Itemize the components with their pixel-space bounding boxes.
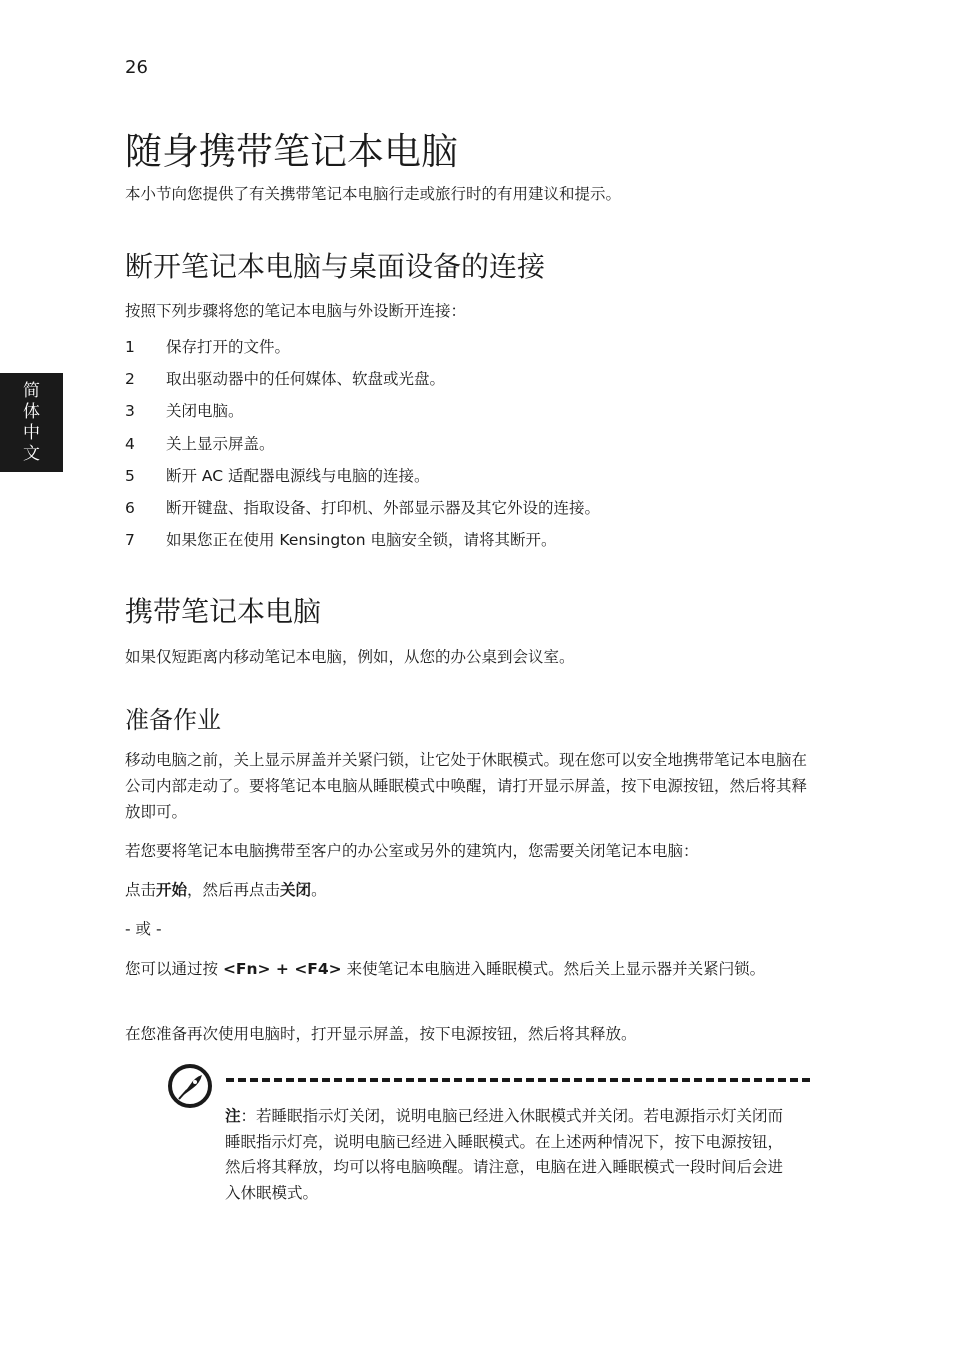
text-run: 您可以通过按 (125, 960, 223, 978)
note-divider (226, 1078, 810, 1082)
language-tab (0, 373, 63, 472)
language-tab-char: 中 (23, 422, 40, 443)
step-text: 断开键盘、指取设备、打印机、外部显示器及其它外设的连接。 (166, 498, 601, 517)
prepare-paragraph-1: 移动电脑之前，关上显示屏盖并关紧闩锁，让它处于休眠模式。现在您可以安全地携带笔记本电脑在公司内部走动了。要将笔记本电脑从睡眠模式中唤醒，请打开显示屏盖，按下电源按钮，然后将其释放即可。 (125, 751, 808, 821)
language-tab-char: 文 (23, 443, 40, 464)
step-number: 4 (125, 434, 135, 453)
list-item (125, 334, 815, 366)
section-heading-prepare: 准备作业 (125, 706, 221, 734)
note-body: ：若睡眠指示灯关闭，说明电脑已经进入休眠模式并关闭。若电源指示灯关闭而睡眠指示灯亮，说明电脑已经进入睡眠模式。在上述两种情况下，按下电源按钮，然后将其释放，均可以将电脑唤醒。请注意，电脑在进入睡眠模式一段时间后会进入休眠模式。 (225, 1107, 784, 1202)
note-label: 注 (225, 1107, 241, 1125)
language-tab-char: 体 (23, 401, 40, 422)
step-number: 6 (125, 498, 135, 517)
start-label: 开始 (156, 881, 188, 899)
step-text: 断开 AC 适配器电源线与电脑的连接。 (166, 466, 430, 485)
step-text: 关上显示屏盖。 (166, 434, 275, 453)
prepare-paragraph-5: 在您准备再次使用电脑时，打开显示屏盖，按下电源按钮，然后将其释放。 (125, 1025, 637, 1043)
prepare-paragraph-2: 若您要将笔记本电脑携带至客户的办公室或另外的建筑内，您需要关闭笔记本电脑： (125, 842, 699, 860)
disconnect-steps (125, 334, 815, 559)
text-run: 。 (311, 881, 327, 899)
step-number: 7 (125, 531, 135, 550)
page-number: 26 (125, 57, 148, 78)
page-title: 随身携带笔记本电脑 (125, 130, 458, 173)
key-combo: <Fn> + <F4> (222, 960, 342, 978)
step-number: 1 (125, 338, 135, 356)
text-run: 来使笔记本电脑进入睡眠模式。然后关上显示器并关紧闩锁。 (341, 960, 766, 978)
list-item (125, 495, 815, 527)
language-tab-char: 简 (23, 380, 40, 401)
step-text: 关闭电脑。 (166, 402, 244, 421)
step-text: 保存打开的文件。 (166, 338, 291, 356)
section-heading-disconnect: 断开笔记本电脑与桌面设备的连接 (125, 250, 546, 283)
section-heading-carry: 携带笔记本电脑 (125, 595, 322, 628)
text-run: 点击 (125, 881, 157, 899)
list-item (125, 398, 815, 430)
step-text: 取出驱动器中的任何媒体、软盘或光盘。 (166, 370, 446, 389)
list-item (125, 463, 815, 495)
list-item (125, 527, 815, 559)
carry-lead: 如果仅短距离内移动笔记本电脑，例如，从您的办公桌到会议室。 (125, 648, 575, 666)
note-icon (166, 1062, 214, 1110)
disconnect-lead: 按照下列步骤将您的笔记本电脑与外设断开连接： (125, 302, 467, 320)
text-run: ，然后再点击 (187, 881, 281, 899)
or-separator: - 或 - (125, 920, 162, 938)
list-item (125, 431, 815, 463)
step-number: 2 (125, 370, 135, 389)
intro-paragraph: 本小节向您提供了有关携带笔记本电脑行走或旅行时的有用建议和提示。 (125, 185, 622, 203)
shutdown-label: 关闭 (280, 881, 312, 899)
prepare-paragraph-3 (125, 877, 810, 903)
list-item (125, 366, 815, 398)
step-number: 3 (125, 402, 135, 421)
step-text: 如果您正在使用 Kensington 电脑安全锁，请将其断开。 (166, 531, 557, 550)
step-number: 5 (125, 466, 135, 485)
note-text (225, 1104, 795, 1206)
prepare-paragraph-4 (125, 956, 810, 982)
